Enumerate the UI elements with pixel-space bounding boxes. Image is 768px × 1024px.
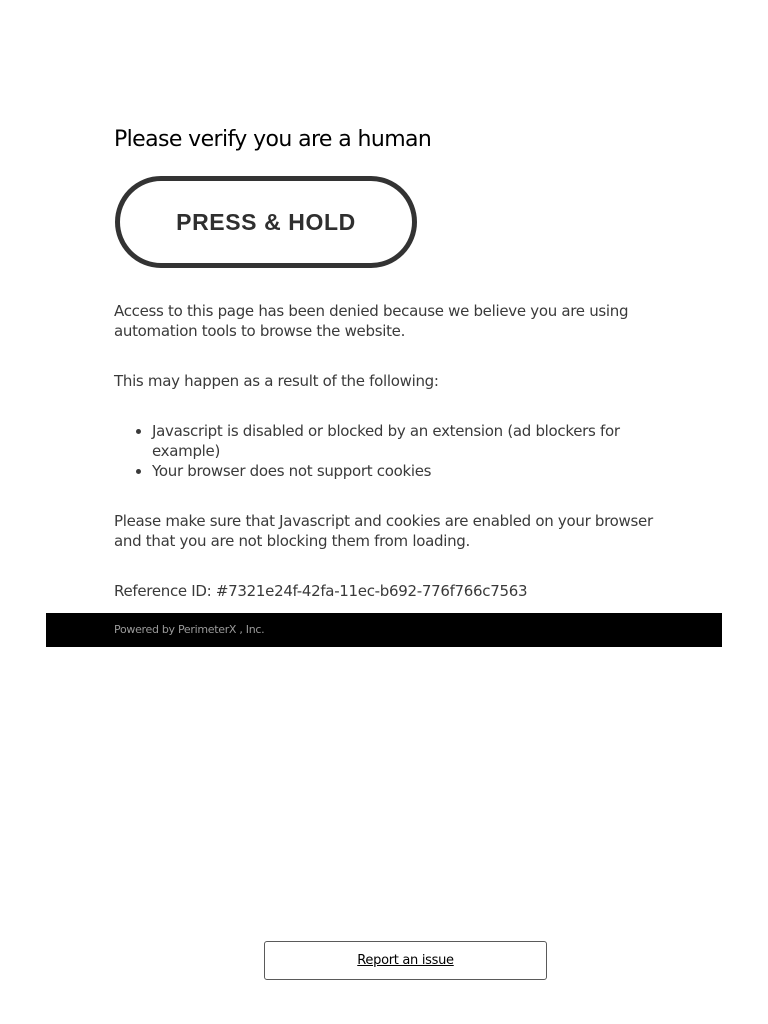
press-and-hold-label: PRESS & HOLD [176, 208, 356, 235]
message-content [114, 301, 659, 601]
report-issue-button[interactable] [264, 941, 547, 980]
report-issue-link[interactable]: Report an issue [357, 953, 454, 968]
reasons-intro-text: This may happen as a result of the following: [114, 372, 439, 390]
reasons-list [114, 421, 659, 481]
powered-by-text: Powered by PerimeterX , Inc. [114, 623, 265, 636]
reference-id: Reference ID: #7321e24f-42fa-11ec-b692-776f766c7563 [114, 582, 528, 600]
reason-item: • Javascript is disabled or blocked by an extension (ad blockers for example) [152, 421, 659, 461]
press-and-hold-button[interactable] [115, 176, 417, 268]
footer-bar [46, 613, 722, 647]
ensure-enabled-text: Please make sure that Javascript and cookies are enabled on your browser and that you are not blocking them from loading. [114, 512, 653, 550]
reason-item: • Your browser does not support cookies [152, 461, 659, 481]
access-denied-text: Access to this page has been denied because we believe you are using automation tools to browse the website. [114, 302, 629, 340]
page-title: Please verify you are a human [114, 127, 432, 152]
